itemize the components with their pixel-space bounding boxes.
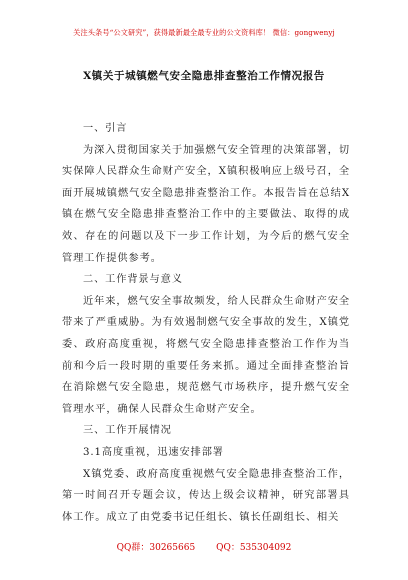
section-heading-intro: 一、引言 (83, 123, 128, 134)
paragraph-background: 近年来，燃气安全事故频发，给人民群众生命财产安全带来了严重威胁。为有效遏制燃气安全事故的发生，X镇党委、政府高度重视，将燃气安全隐患排查整治工作作为当前和今后一段时期的重要任务来抓。通过全面排查整治旨在消除燃气安全隐患，规范燃气市场秩序，提升燃气安全管理水平，确保人民群众生命财产安全。 (62, 295, 350, 415)
section-heading-background: 二、工作背景与意义 (83, 274, 183, 286)
document-title: X镇关于城镇燃气安全隐患排查整治工作情况报告 (83, 70, 325, 82)
paragraph-subsection: X镇党委、政府高度重视燃气安全隐患排查整治工作，第一时间召开专题会议，传达上级会议精神，研究部署具体工作。成立了由党委书记任组长、镇长任副组长、相关 (62, 468, 350, 523)
paragraph-intro: 为深入贯彻国家关于加强燃气安全管理的决策部署，切实保障人民群众生命财产安全，X镇积极响应上级号召，全面开展城镇燃气安全隐患排查整治工作。本报告旨在总结X镇在燃气安全隐患排查整治工作中的主要做法、取得的成效、存在的问题以及下一步工作计划，为今后的燃气安全管理工作提供参考。 (62, 144, 350, 264)
qq-number-text: QQ：535304092 (216, 543, 292, 553)
contact-footer (0, 540, 408, 553)
subsection-heading: 3.1高度重视，迅速安排部署 (83, 446, 224, 458)
section-heading-progress: 三、工作开展情况 (83, 425, 172, 437)
promo-banner: 关注头条号“公文研究”，获得最新最全最专业的公文资料库！ 微信：gongwenyj (73, 28, 335, 37)
document-body (62, 118, 350, 528)
qq-group-text: QQ群：30265665 (116, 543, 196, 553)
